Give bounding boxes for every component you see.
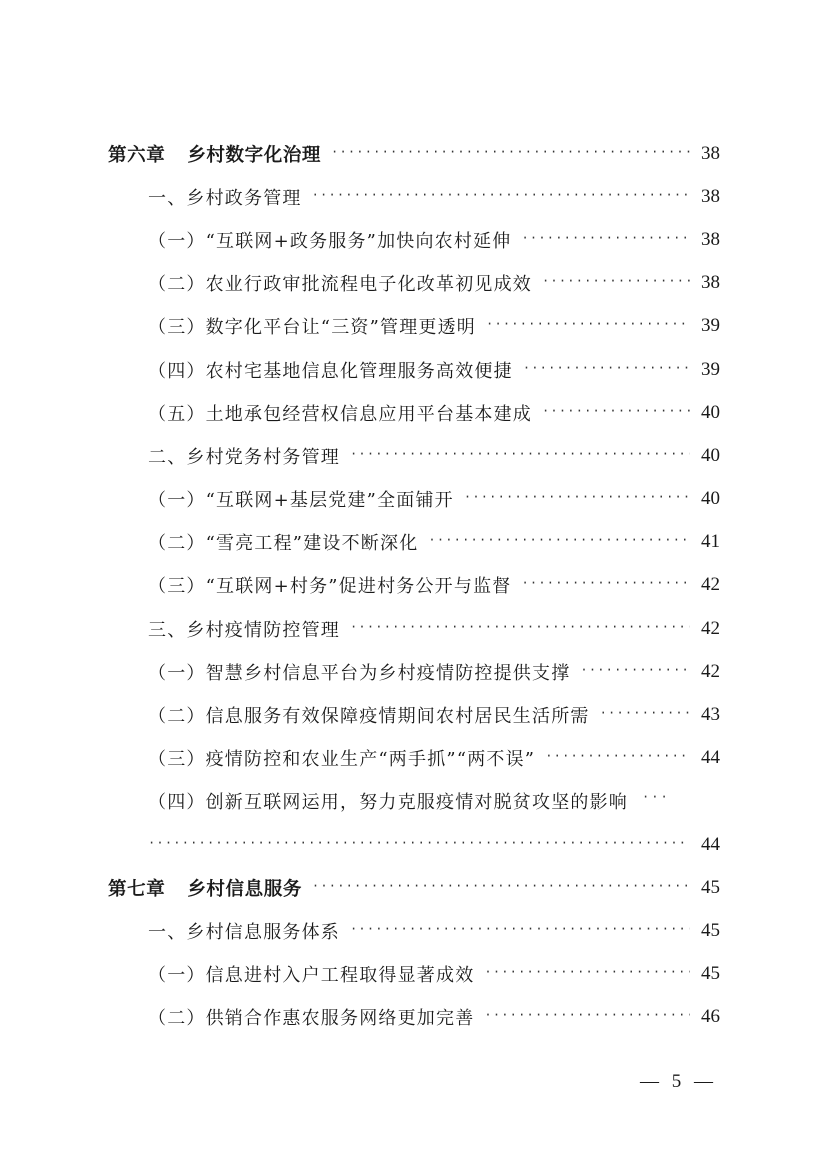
toc-page-number: 46 [701,1006,720,1028]
toc-page-number: 38 [701,142,720,164]
dot-leader [428,533,690,547]
toc-entry-section [0,434,826,477]
dot-leader [350,620,690,634]
toc-entry-title [108,141,321,167]
toc-entry-sub [0,564,826,607]
toc-entry-title: （一）“互联网+基层党建”全面铺开 [148,490,454,512]
toc-page-number: 42 [701,574,720,596]
dot-leader [486,317,690,331]
toc-entry-title: 一、乡村信息服务体系 [148,921,340,943]
toc-entry-noline [0,780,826,823]
toc-entry-section [0,607,826,650]
toc-entry-title: （二）信息服务有效保障疫情期间农村居民生活所需 [148,706,590,728]
toc-page-number: 39 [701,315,720,337]
toc-page-number: 39 [701,358,720,380]
toc-entry-section [0,175,826,218]
toc-entry-title: （五）土地承包经营权信息应用平台基本建成 [148,403,532,425]
toc-entry-title: （三）疫情防控和农业生产“两手抓”“两不误” [148,749,536,771]
toc-entry-title: （四）农村宅基地信息化管理服务高效便捷 [148,360,513,382]
toc-page-number: 41 [701,531,720,553]
dot-leader [522,576,691,590]
toc-page-number: 40 [701,444,720,466]
toc-page-number: 40 [701,401,720,423]
chapter-number: 第六章 [108,144,166,166]
toc-entry-sub [0,521,826,564]
toc-entry-title: 二、乡村党务村务管理 [148,446,340,468]
dot-leader [542,274,690,288]
toc-entry-title: （二）供销合作惠农服务网络更加完善 [148,1008,475,1030]
toc-entry-title: 一、乡村政务管理 [148,187,302,209]
toc-entry-title: （四）创新互联网运用，努力克服疫情对脱贫攻坚的影响 [148,792,628,814]
toc-page-number: 38 [701,185,720,207]
dot-leader [464,490,690,504]
dot-leader [580,663,690,677]
dot-leader [545,749,690,763]
toc-page-number: 40 [701,488,720,510]
toc-entry-title: （三）“互联网+村务”促进村务公开与监督 [148,576,512,598]
toc-entry-sub [0,348,826,391]
toc-entry-title: （二）“雪亮工程”建设不断深化 [148,533,419,555]
toc-page-number: 42 [701,660,720,682]
toc-page-number: 45 [701,876,720,898]
toc-page-number: 42 [701,617,720,639]
toc-page-number: 44 [701,833,720,855]
toc-entry-title: （一）信息进村入户工程取得显著成效 [148,965,475,987]
dot-leader [312,188,690,202]
dot-leader [600,706,690,720]
toc-page-number: 38 [701,228,720,250]
toc-entry-title: 三、乡村疫情防控管理 [148,619,340,641]
chapter-title: 乡村信息服务 [187,878,302,900]
toc-page-number: 45 [701,919,720,941]
toc-entry-sub [0,953,826,996]
toc-entry-sub [0,305,826,348]
dot-leader [523,361,690,375]
toc-entry-dotsonly [0,823,826,866]
page-number-footer: — 5 — [640,1071,717,1092]
toc-entry-sub [0,996,826,1039]
toc-entry-sub [0,478,826,521]
toc-entry-chapter [0,866,826,909]
toc-page-number: 38 [701,272,720,294]
toc-entry-section [0,909,826,952]
toc-entry-title [108,875,302,901]
dot-leader [312,879,690,893]
toc-entry-sub [0,262,826,305]
dot-leader-continuation: ··· [642,790,670,805]
toc-entry-sub [0,737,826,780]
toc-entry-sub [0,650,826,693]
toc-entry-title: （二）农业行政审批流程电子化改革初见成效 [148,274,532,296]
toc-page-number: 44 [701,747,720,769]
dot-leader [350,922,690,936]
dot-leader [522,231,691,245]
toc-entry-sub [0,693,826,736]
toc-page-number: 45 [701,963,720,985]
chapter-number: 第七章 [108,878,166,900]
dot-leader [484,1008,690,1022]
toc-entry-title: （一）“互联网+政务服务”加快向农村延伸 [148,230,512,252]
toc-entry-sub [0,218,826,261]
table-of-contents [0,132,826,1039]
toc-entry-chapter [0,132,826,175]
dot-leader [331,145,690,159]
chapter-title: 乡村数字化治理 [187,144,322,166]
toc-entry-title: （一）智慧乡村信息平台为乡村疫情防控提供支撑 [148,662,571,684]
toc-entry-title: （三）数字化平台让“三资”管理更透明 [148,317,477,339]
toc-entry-sub [0,391,826,434]
dot-leader [542,404,690,418]
toc-page-number: 43 [701,704,720,726]
dot-leader [148,836,690,850]
dot-leader [350,447,690,461]
dot-leader [484,965,690,979]
